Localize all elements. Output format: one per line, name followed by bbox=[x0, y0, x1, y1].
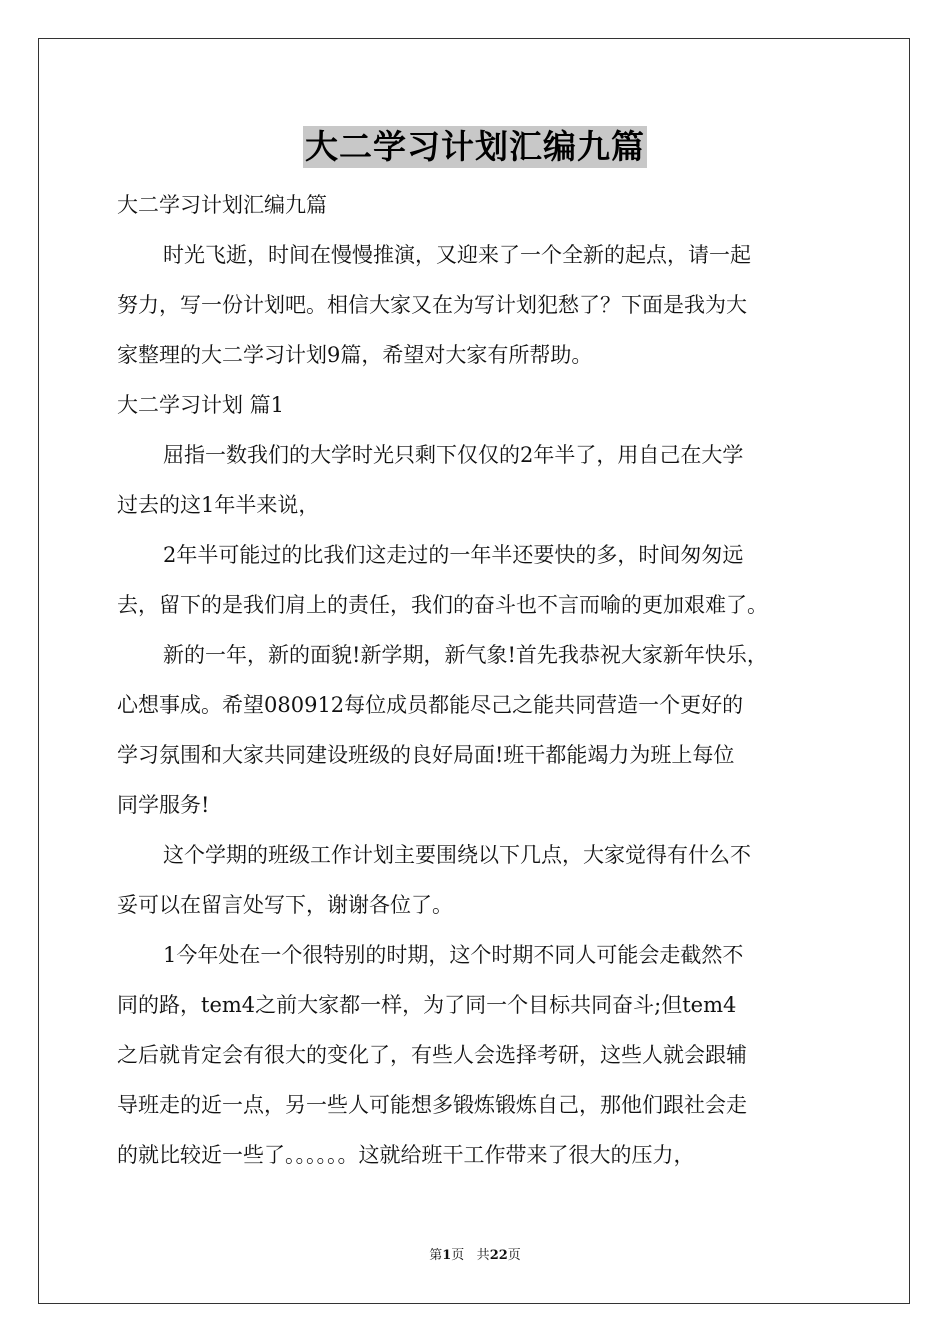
text-line: 大二学习计划 篇1 bbox=[117, 393, 285, 417]
text-line: 同学服务! bbox=[117, 793, 210, 817]
document-body bbox=[117, 180, 837, 1180]
text-line: 之后就肯定会有很大的变化了，有些人会选择考研，这些人就会跟辅 bbox=[117, 1043, 747, 1067]
text-line: 心想事成。希望080912每位成员都能尽己之能共同营造一个更好的 bbox=[117, 693, 744, 717]
text-line: 时光飞逝，时间在慢慢推演，又迎来了一个全新的起点，请一起 bbox=[163, 243, 751, 267]
title-container bbox=[0, 126, 950, 168]
text-line: 导班走的近一点，另一些人可能想多锻炼锻炼自己，那他们跟社会走 bbox=[117, 1093, 747, 1117]
text-line: 新的一年，新的面貌!新学期，新气象!首先我恭祝大家新年快乐， bbox=[163, 643, 768, 667]
footer-total-pages: 22 bbox=[489, 1248, 508, 1263]
text-line: 过去的这1年半来说， bbox=[117, 493, 320, 517]
text-line: 妥可以在留言处写下，谢谢各位了。 bbox=[117, 893, 453, 917]
document-title: 大二学习计划汇编九篇 bbox=[305, 127, 645, 166]
footer-total-suffix: 页 bbox=[507, 1248, 521, 1263]
footer-total-prefix: 共 bbox=[476, 1248, 490, 1263]
text-line: 大二学习计划汇编九篇 bbox=[117, 193, 327, 217]
text-line: 努力，写一份计划吧。相信大家又在为写计划犯愁了？下面是我为大 bbox=[117, 293, 747, 317]
text-line: 的就比较近一些了。。。。。。这就给班干工作带来了很大的压力， bbox=[117, 1143, 695, 1167]
page-footer bbox=[0, 1247, 950, 1265]
text-line: 2年半可能过的比我们这走过的一年半还要快的多，时间匆匆远 bbox=[163, 543, 744, 567]
text-line: 屈指一数我们的大学时光只剩下仅仅的2年半了，用自己在大学 bbox=[163, 443, 744, 467]
text-line: 去，留下的是我们肩上的责任，我们的奋斗也不言而喻的更加艰难了。 bbox=[117, 593, 768, 617]
footer-page-number: 1 bbox=[442, 1248, 452, 1263]
text-line: 家整理的大二学习计划9篇，希望对大家有所帮助。 bbox=[117, 343, 593, 367]
text-line: 1今年处在一个很特别的时期，这个时期不同人可能会走截然不 bbox=[163, 943, 744, 967]
text-line: 学习氛围和大家共同建设班级的良好局面!班干都能竭力为班上每位 bbox=[117, 743, 735, 767]
text-line: 这个学期的班级工作计划主要围绕以下几点，大家觉得有什么不 bbox=[163, 843, 751, 867]
footer-page-suffix: 页 bbox=[451, 1248, 465, 1263]
text-line: 同的路，tem4之前大家都一样，为了同一个目标共同奋斗;但tem4 bbox=[117, 993, 737, 1017]
footer-page-prefix: 第 bbox=[429, 1248, 443, 1263]
